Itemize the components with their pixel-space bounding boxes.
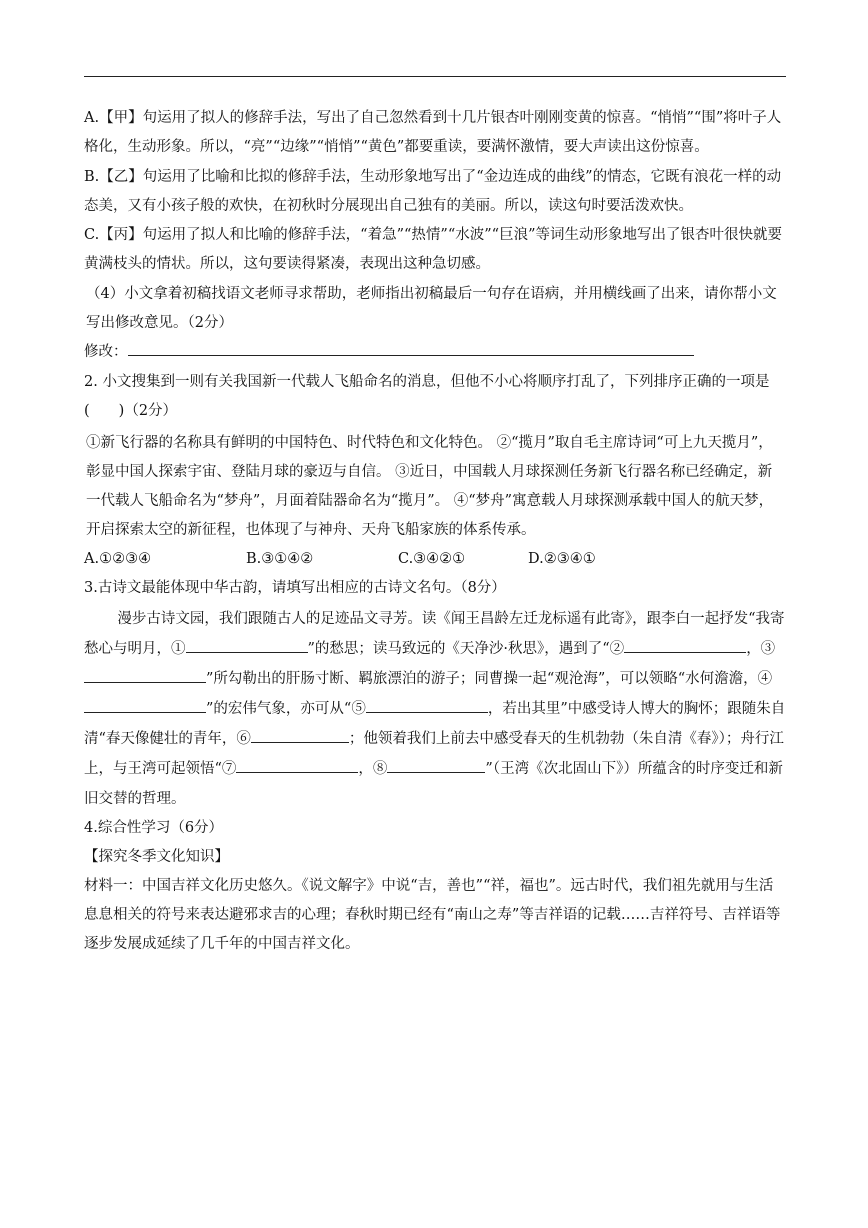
header-rule (84, 76, 786, 77)
question-3-stem: 3.古诗文最能体现中华古韵，请填写出相应的古诗文名句。（8分） (84, 580, 506, 596)
choice-b[interactable]: B.③①④② (246, 551, 314, 567)
question-3-body: 漫步古诗文园，我们跟随古人的足迹品文寻芳。读《闻王昌龄左迁龙标遥有此寄》，跟李白一起抒发“我寄愁心与明月，① ”的愁思；读马致远的《天净沙·秋思》，遇到了“② ，③”所勾勒出的肝肠寸断、羁旅漂泊的游子；同曹操一起“观沧海”，可以领略“水何澹澹，④”的宏伟气象，亦可从“⑤ ，若出其里”中感受诗人博大的胸怀；跟随朱自清“春天像健壮的青年，⑥ ；他领着我们上前去中感受春天的生机勃勃（朱自清《春》）；舟行江上，与王湾可起领悟“⑦ ，⑧ ”（王湾《次北固山下》）所蕴含的时序变迁和新旧交替的哲理。 (84, 611, 786, 807)
section-heading: 【探究冬季文化知识】 (84, 849, 229, 865)
material-1: 材料一：中国吉祥文化历史悠久。《说文解字》中说“吉，善也”“祥，福也”。远古时代，我们祖先就用与生活息息相关的符号来表达避邪求吉的心理；春秋时期已经有“南山之寿”等吉祥语的记载……吉祥符号、吉祥语等逐步发展成延续了几千年的中国吉祥文化。 (84, 878, 781, 952)
option-c: C.【丙】句运用了拟人和比喻的修辞手法，“着急”“热情”“水波”“巨浪”等词生动形象地写出了银杏叶很快就要黄满枝头的情状。所以，这句要读得紧凑，表现出这种急切感。 (84, 227, 782, 272)
answer-blank-7[interactable] (236, 755, 358, 773)
answer-blank-2[interactable] (624, 635, 746, 653)
answer-blank-1[interactable] (186, 635, 308, 653)
answer-blank-revise[interactable] (128, 338, 694, 356)
answer-blank-5[interactable] (366, 695, 488, 713)
option-b: B.【乙】句运用了比喻和比拟的修辞手法，生动形象地写出了“金边连成的曲线”的情态，它既有浪花一样的动态美，又有小孩子般的欢快，在初秋时分展现出自己独有的美丽。所以，读这句时要活泼欢快。 (84, 169, 782, 214)
answer-blank-3[interactable] (84, 665, 206, 683)
question-4-sub: （4）小文拿着初稿找语文老师寻求帮助，老师指出初稿最后一句存在语病，并用横线画了出来，请你帮小文写出修改意见。（2分） (86, 286, 777, 331)
revise-label: 修改： (84, 344, 128, 360)
document-page (84, 104, 786, 959)
question-2-stem: 2. 小文搜集到一则有关我国新一代载人飞船命名的消息，但他不小心将顺序打乱了，下列排序正确的一项是( )（2分） (84, 374, 770, 419)
choice-d[interactable]: D.②③④① (528, 551, 596, 567)
revise-line (84, 338, 786, 367)
question-4-stem: 4.综合性学习（6分） (84, 820, 224, 836)
answer-blank-6[interactable] (251, 725, 349, 743)
question-2-choices (84, 545, 786, 574)
option-a: A.【甲】句运用了拟人的修辞手法，写出了自己忽然看到十几片银杏叶刚刚变黄的惊喜。“悄悄”“围”将叶子人格化，生动形象。所以，“亮”“边缘”“悄悄”“黄色”都要重读，要满怀激情，要大声读出这份惊喜。 (84, 110, 782, 155)
answer-blank-4[interactable] (84, 695, 206, 713)
question-2-body: ①新飞行器的名称具有鲜明的中国特色、时代特色和文化特色。 ②“揽月”取自毛主席诗词“可上九天揽月”，彰显中国人探索宇宙、登陆月球的豪迈与自信。 ③近日，中国载人月球探测任务新飞行器名称已经确定，新一代载人飞船命名为“梦舟”，月面着陆器命名为“揽月”。 ④“梦舟”寓意载人月球探测承载中国人的航天梦，开启探索太空的新征程，也体现了与神舟、天舟飞船家族的体系传承。 (86, 435, 774, 538)
choice-c[interactable]: C.③④②① (398, 551, 466, 567)
answer-blank-8[interactable] (387, 755, 485, 773)
choice-a[interactable]: A.①②③④ (84, 551, 152, 567)
